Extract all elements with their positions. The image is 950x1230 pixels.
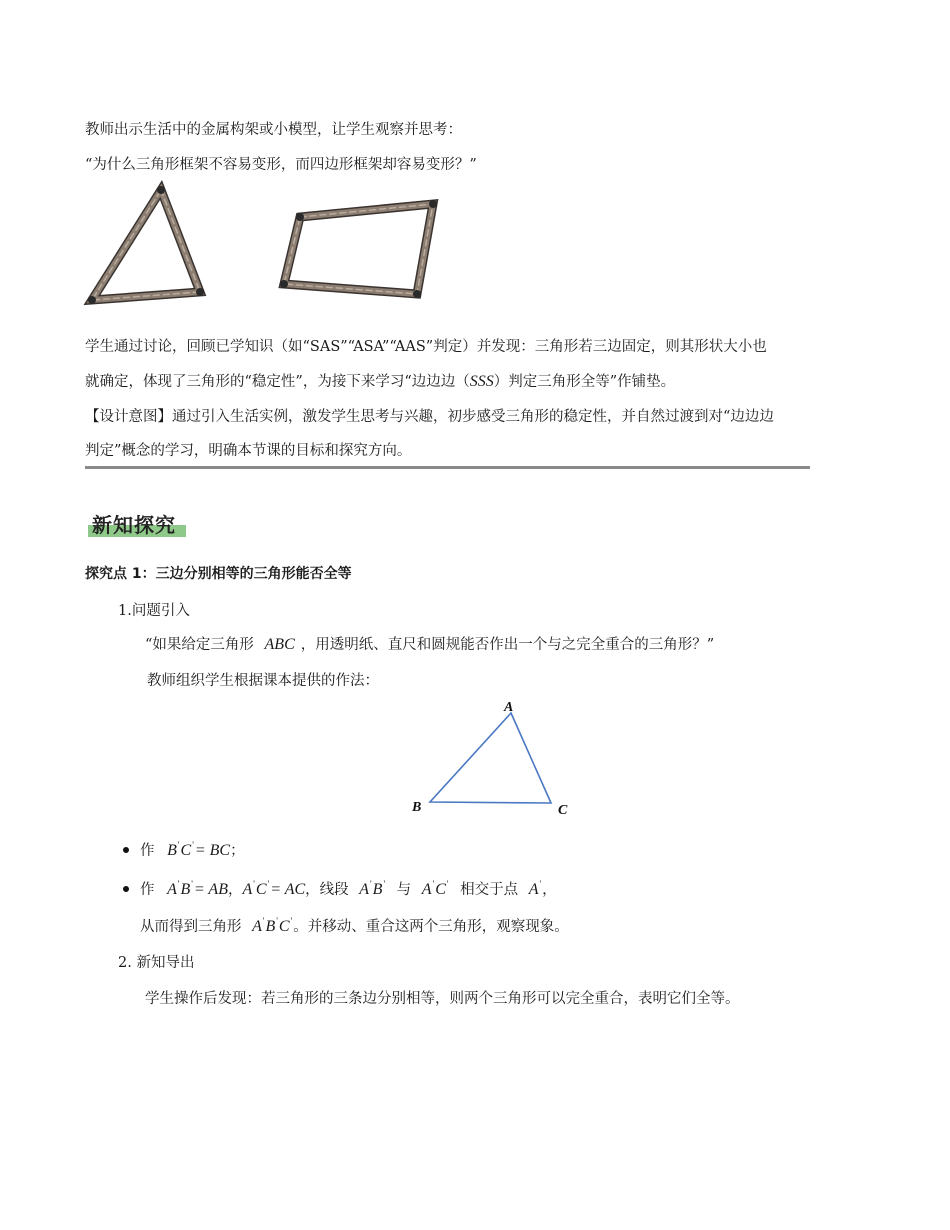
discussion-line-1: 学生通过讨论，回顾已学知识（如“SAS”“ASA”“AAS”判定）并发现：三角形若三边固定，则其形状大小也 xyxy=(85,339,767,355)
step-2-sep: ， xyxy=(227,882,243,898)
discussion-text-a: 就确定，体现了三角形的“稳定性”，为接下来学习“边边边（ xyxy=(85,374,470,390)
triangle-frame-image xyxy=(88,186,204,304)
q1-teacher-line: 教师组织学生根据课本提供的作法： xyxy=(147,673,379,689)
step-2 xyxy=(140,878,557,899)
section-divider xyxy=(85,466,810,469)
sss-math: SSS xyxy=(469,373,494,390)
triangle-abc-figure xyxy=(400,695,590,825)
step-2-prefix: 作 xyxy=(140,882,155,898)
abc-math: ABC xyxy=(264,636,295,653)
quadrilateral-frame-image xyxy=(280,200,437,298)
step-1-math: B'C'= BC xyxy=(167,840,231,859)
intro-question: “为什么三角形框架不容易变形，而四边形框架却容易变形？” xyxy=(85,157,477,173)
discussion-text-b: ）判定三角形全等”作铺垫。 xyxy=(493,374,676,390)
q2-text: 学生操作后发现：若三角形的三条边分别相等，则两个三角形可以完全重合，表明它们全等。 xyxy=(145,991,740,1007)
q1-quote-a: “如果给定三角形 xyxy=(145,637,254,653)
step-3-b: 。并移动、重合这两个三角形，观察现象。 xyxy=(293,919,569,935)
step-2-seg-1: A'B' xyxy=(359,879,386,898)
step-3 xyxy=(140,915,569,936)
step-2-meet: 相交于点 xyxy=(460,882,519,898)
triangle-abc xyxy=(430,713,551,803)
step-2-with: 与 xyxy=(396,882,412,898)
step-2-point: A' xyxy=(528,879,542,898)
step-2-end: ， xyxy=(542,882,557,898)
discussion-line-2 xyxy=(85,370,675,391)
step-2-seg-2: A'C' xyxy=(421,879,449,898)
step-3-a: 从而得到三角形 xyxy=(140,919,242,935)
bullet-dot xyxy=(123,886,129,892)
step-2-math-2: A'C'= AC xyxy=(242,879,306,898)
step-2-mid: ，线段 xyxy=(305,882,349,898)
design-intent-line-1: 【设计意图】通过引入生活实例，激发学生思考与兴趣，初步感受三角形的稳定性，并自然过渡到对“边边边 xyxy=(85,409,774,425)
vertex-label-b: B xyxy=(412,800,422,815)
intro-line-1: 教师出示生活中的金属构架或小模型，让学生观察并思考： xyxy=(85,122,462,138)
vertex-label-a: A xyxy=(504,700,514,715)
q1-quote-b: ，用透明纸、直尺和圆规能否作出一个与之完全重合的三角形？” xyxy=(300,637,715,653)
q2-heading: 2. 新知导出 xyxy=(118,955,195,971)
step-2-math-1: A'B'= AB xyxy=(167,879,228,898)
explore-point-title: 探究点 1：三边分别相等的三角形能否全等 xyxy=(85,566,352,582)
step-3-triangle: A'B'C' xyxy=(252,916,293,935)
vertex-label-c: C xyxy=(558,803,568,818)
q1-heading: 1.问题引入 xyxy=(118,603,190,619)
step-1 xyxy=(140,839,245,860)
frame-illustrations xyxy=(80,180,460,310)
section-banner xyxy=(88,507,188,541)
step-1-suffix: ； xyxy=(230,843,245,859)
q1-quote xyxy=(145,633,714,654)
step-1-prefix: 作 xyxy=(140,843,155,859)
design-intent-line-2: 判定”概念的学习，明确本节课的目标和探究方向。 xyxy=(85,443,412,459)
section-title: 新知探究 xyxy=(92,513,176,537)
bullet-dot xyxy=(123,847,129,853)
